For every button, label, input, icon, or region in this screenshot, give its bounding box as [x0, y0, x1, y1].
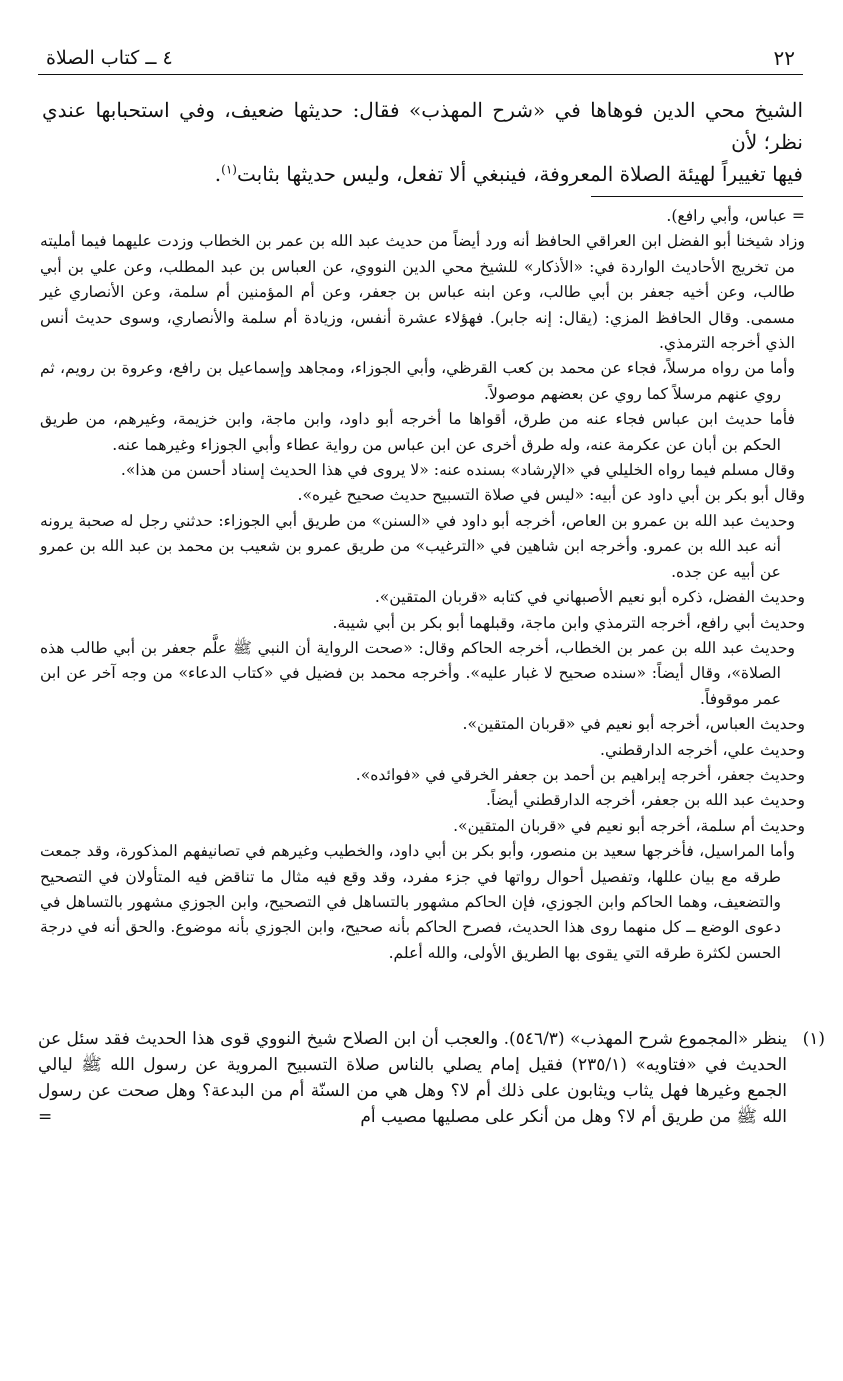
note-paragraph: وحديث الفضل، ذكره أبو نعيم الأصبهاني في كتابه «قربان المتقين».	[374, 588, 805, 607]
main-text-line-end: .	[214, 162, 222, 186]
footnote-label: (١)	[802, 1029, 825, 1049]
page-header	[38, 46, 803, 75]
note-paragraph: وحديث علي، أخرجه الدارقطني.	[600, 740, 805, 759]
note-paragraph: وحديث أم سلمة، أخرجه أبو نعيم في «قربان المتقين».	[453, 816, 805, 835]
note-paragraph: وقال مسلم فيما رواه الخليلي في «الإرشاد» بسنده عنه: «لا يروى في هذا الحديث إسناد أحسن من هذا».	[120, 461, 795, 480]
main-text-line	[42, 158, 803, 190]
main-text-line-body: فيها تغييراً لهيئة الصلاة المعروفة، فينبغي ألا تفعل، وليس حديثها بثابت	[236, 162, 803, 186]
continuation-mark: =	[38, 1107, 53, 1127]
footnote-1	[38, 1026, 825, 1130]
note-paragraph: فأما حديث ابن عباس فجاء عنه من طرق، أقواها ما أخرجه أبو داود، وابن ماجة، وابن خزيمة، وغيرهم، من طريق الحكم بن أبان عن عكرمة عنه، وله طرق أخرى عن ابن عباس من رواية عطاء وأبي الجوزاء وغيرهما عنه.	[40, 410, 795, 454]
note-paragraph: = عباس، وأبي رافع).	[666, 207, 805, 225]
main-text-line: الشيخ محي الدين فوهاها في «شرح المهذب» فقال: حديثها ضعيف، وفي استحبابها عندي نظر؛ لأن	[42, 98, 803, 154]
note-paragraph: وحديث عبد الله بن جعفر، أخرجه الدارقطني أيضاً.	[486, 791, 805, 810]
note-paragraph: وحديث أبي رافع، أخرجه الترمذي وابن ماجة، وقبلهما أبو بكر بن أبي شيبة.	[332, 613, 805, 632]
continued-notes	[40, 204, 809, 966]
footnote-marker: (١)	[221, 162, 237, 177]
page-number: ٢٢	[773, 46, 795, 70]
main-text	[42, 94, 803, 190]
note-paragraph: وحديث عبد الله بن عمرو بن العاص، أخرجه أبو داود في «السنن» من طريق أبي الجوزاء: حدثني رجل له صحبة يرونه أنه عبد الله بن عمرو. وأخرجه ابن شاهين في «الترغيب» من طريق عمرو بن شعيب بن محمد بن عبد الله بن عمرو عن أبيه عن جده.	[40, 511, 795, 581]
note-paragraph: وحديث جعفر، أخرجه إبراهيم بن أحمد بن جعفر الخرقي في «فوائده».	[355, 765, 805, 784]
note-paragraph: وزاد شيخنا أبو الفضل ابن العراقي الحافظ أنه ورد أيضاً من حديث عبد الله بن عمر بن الخطاب وزدت عليهما فيما أمليته من تخريج الأحاديث الواردة في: «الأذكار» للشيخ محي الدين النووي، عن العباس بن عبد المطلب، وعن علي بن أبي طالب، وعن أخيه جعفر بن أبي طالب، وعن ابنه عباس بن جعفر، وعن أم المؤمنين أم سلمة، وعن الأنصاري غير مسمى. وقال الحافظ المزي: (يقال: إنه جابر). فهؤلاء عشرة أنفس، وزيادة أم سلمة والأنصاري، وسوى حديث أنس الذي أخرجه الترمذي.	[40, 232, 805, 353]
footnote-text: ينظر «المجموع شرح المهذب» (٥٤٦/٣). والعجب أن ابن الصلاح شيخ النووي قوى هذا الحديث فقد سئل عن الحديث في «فتاويه» (٢٣٥/١) فقيل إمام يصلي بالناس صلاة التسبيح المروية عن رسول الله ﷺ ليالي الجمع وغيرها فهل يثاب ويثابون على ذلك أم لا؟ وهل هي من السنّة أم من البدعة؟ وهل صحت عن رسول الله ﷺ من طريق أم لا؟ وهل من أنكر على مصليها مصيب أم	[38, 1029, 787, 1127]
note-paragraph: وقال أبو بكر بن أبي داود عن أبيه: «ليس في صلاة التسبيح حديث صحيح غيره».	[297, 486, 805, 505]
note-paragraph: وأما المراسيل، فأخرجها سعيد بن منصور، وأبو بكر بن أبي داود، والخطيب وغيرهم في تصانيفهم المذكورة، وقد جمعت طرقه مع بيان عللها، وتفصيل أحوال رواتها في جزء مفرد، وقد وقع فيه مثال ما تناقض فيه المتأولان في التصحيح والتضعيف، وهما الحاكم وابن الجوزي، فإن الحاكم مشهور بالتساهل في التصحيح، وابن الجوزي مشهور بالتساهل في دعوى الوضع ــ كل منهما روى هذا الحديث، فصرح الحاكم بأنه صحيح، وابن الجوزي بأنه موضوع. والحق أنه في درجة الحسن لكثرة طرقه التي يقوى بها الطريق الأولى، والله أعلم.	[40, 842, 795, 962]
note-paragraph: وحديث العباس، أخرجه أبو نعيم في «قربان المتقين».	[462, 715, 805, 734]
running-title: ٤ ــ كتاب الصلاة	[46, 47, 173, 69]
note-paragraph: وأما من رواه مرسلاً، فجاء عن محمد بن كعب القرظي، وأبي الجوزاء، ومجاهد وإسماعيل بن رافع، وعروة بن رويم، ثم روي عنهم مرسلاً كما روي عن بعضهم موصولاً.	[40, 359, 795, 403]
note-paragraph: وحديث عبد الله بن عمر بن الخطاب، أخرجه الحاكم وقال: «صحت الرواية أن النبي ﷺ علَّم جعفر بن أبي طالب هذه الصلاة»، وقال أيضاً: «سنده صحيح لا غبار عليه». وأخرجه محمد بن فضيل في «كتاب الدعاء» من وجه آخر عن ابن عمر موقوفاً.	[40, 638, 795, 708]
footnote-divider	[591, 196, 803, 197]
